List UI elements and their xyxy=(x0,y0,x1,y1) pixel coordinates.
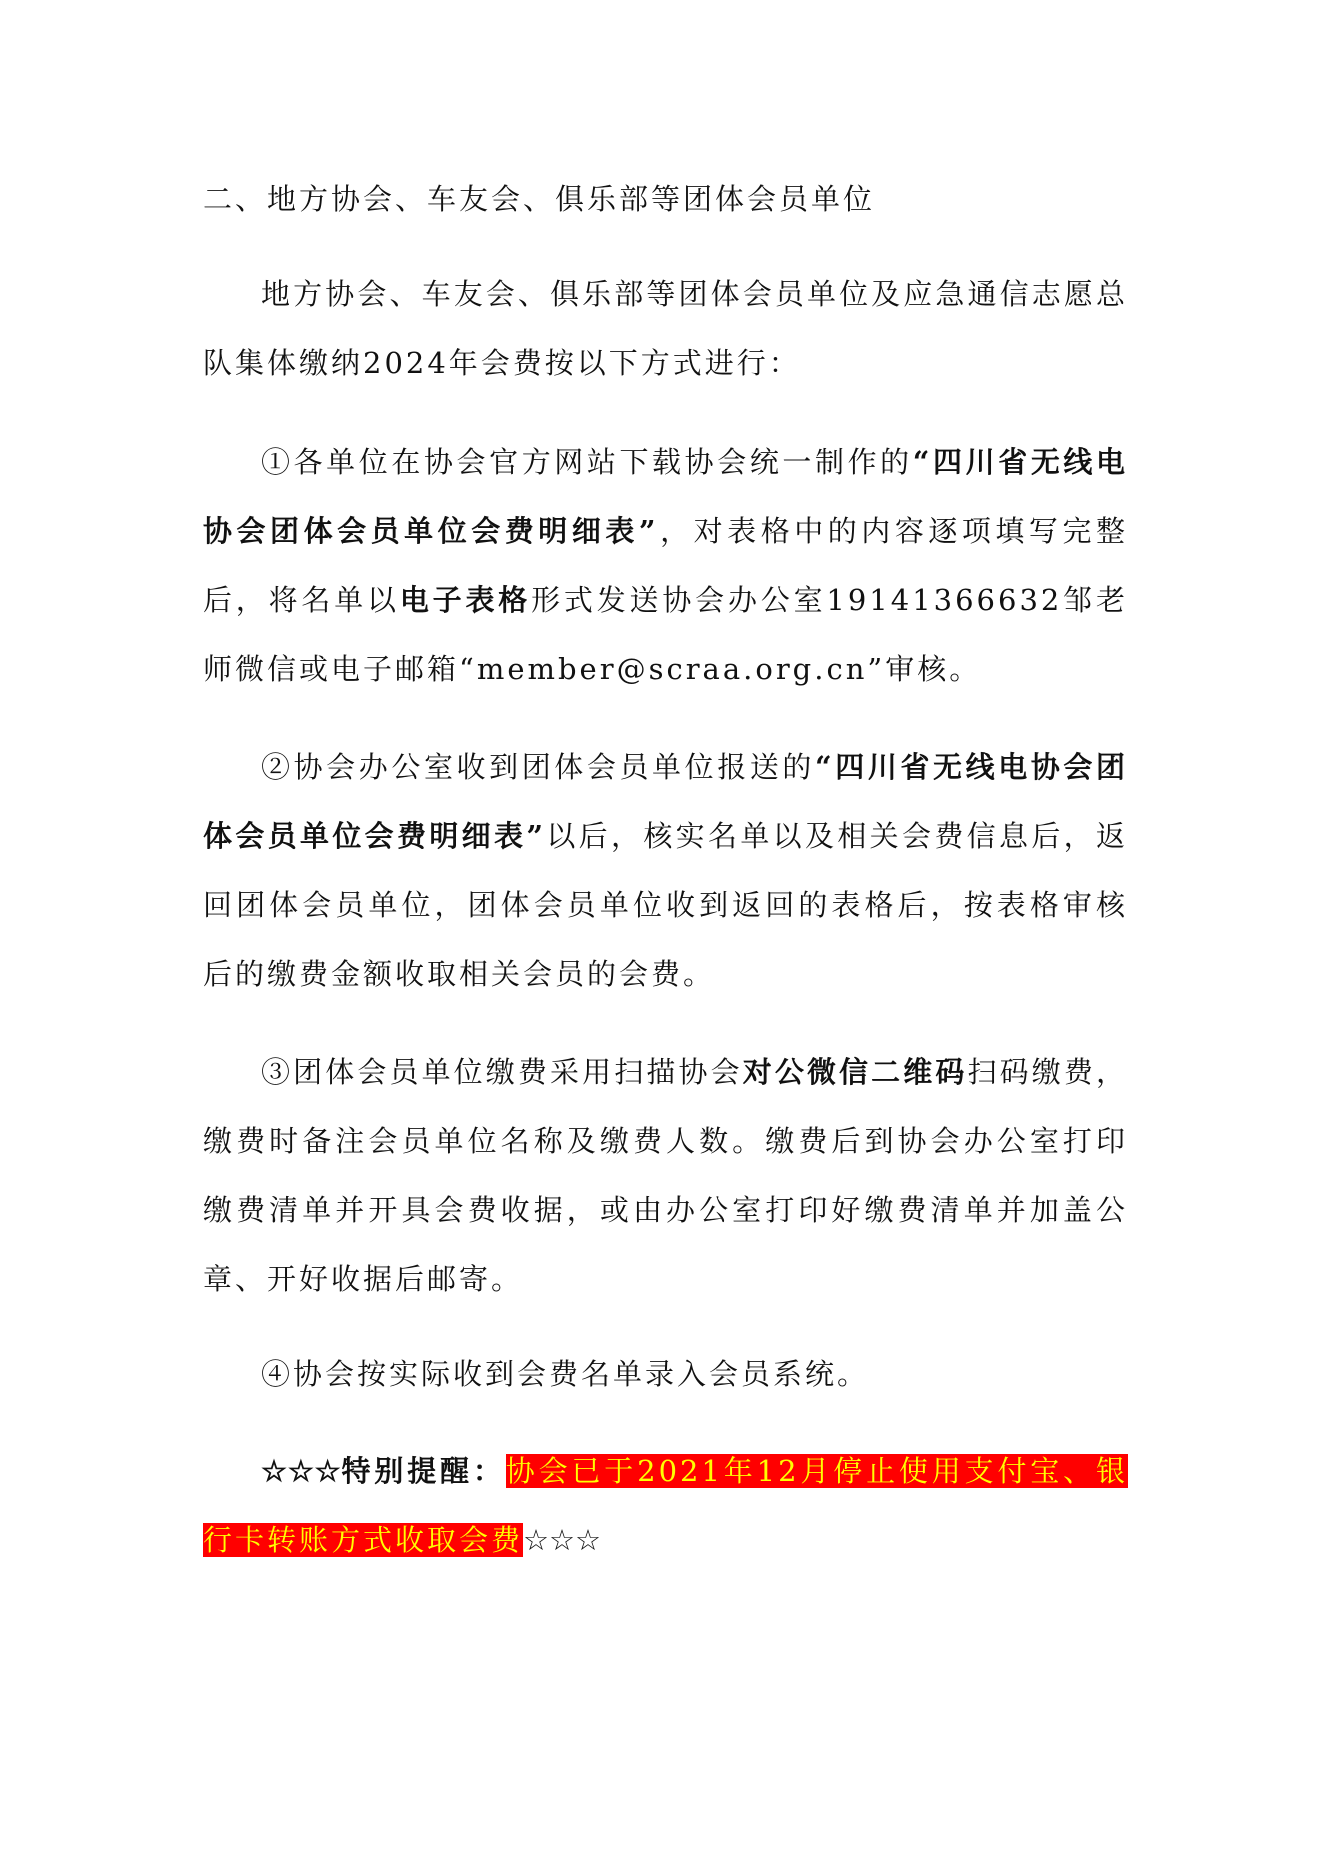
step-1-prefix: ①各单位在协会官方网站下载协会统一制作的 xyxy=(261,445,913,479)
special-notice xyxy=(203,1437,1128,1575)
intro-paragraph: 地方协会、车友会、俱乐部等团体会员单位及应急通信志愿总队集体缴纳2024年会费按以下方式进行： xyxy=(203,277,1128,380)
step-3-method: 对公微信二维码 xyxy=(742,1055,968,1089)
step-2-form-name: “四川省无线电协会团体会员单位会费明细表” xyxy=(203,750,1128,853)
notice-stars-after: ☆☆☆ xyxy=(523,1523,602,1557)
step-2-suffix: 以后，核实名单以及相关会费信息后，返回团体会员单位，团体会员单位收到返回的表格后，按表格审核后的缴费金额收取相关会员的会费。 xyxy=(203,819,1128,991)
step-1-form-name: “四川省无线电协会团体会员单位会费明细表” xyxy=(203,445,1128,548)
section-heading: 二、地方协会、车友会、俱乐部等团体会员单位 xyxy=(203,182,876,216)
step-2-prefix: ②协会办公室收到团体会员单位报送的 xyxy=(261,750,816,784)
step-1-paragraph xyxy=(203,428,1128,704)
step-3-prefix: ③团体会员单位缴费采用扫描协会 xyxy=(261,1055,743,1089)
notice-label: 特别提醒： xyxy=(341,1454,506,1488)
notice-highlight: 协会已于2021年12月停止使用支付宝、银行卡转账方式收取会费 xyxy=(203,1454,1128,1557)
step-1-suffix: 形式发送协会办公室19141366632邹老师微信或电子邮箱“member@scraa.org.cn”审核。 xyxy=(203,583,1128,686)
notice-stars-before: ☆☆☆ xyxy=(261,1454,342,1488)
step-1-middle: ，对表格中的内容逐项填写完整后，将名单以 xyxy=(203,514,1128,617)
step-1-format: 电子表格 xyxy=(399,583,532,617)
step-3-paragraph xyxy=(203,1038,1128,1314)
step-4-paragraph: ④协会按实际收到会费名单录入会员系统。 xyxy=(261,1357,870,1391)
step-3-suffix: 扫码缴费，缴费时备注会员单位名称及缴费人数。缴费后到协会办公室打印缴费清单并开具会费收据，或由办公室打印好缴费清单并加盖公章、开好收据后邮寄。 xyxy=(203,1055,1128,1296)
step-2-paragraph xyxy=(203,733,1128,1009)
